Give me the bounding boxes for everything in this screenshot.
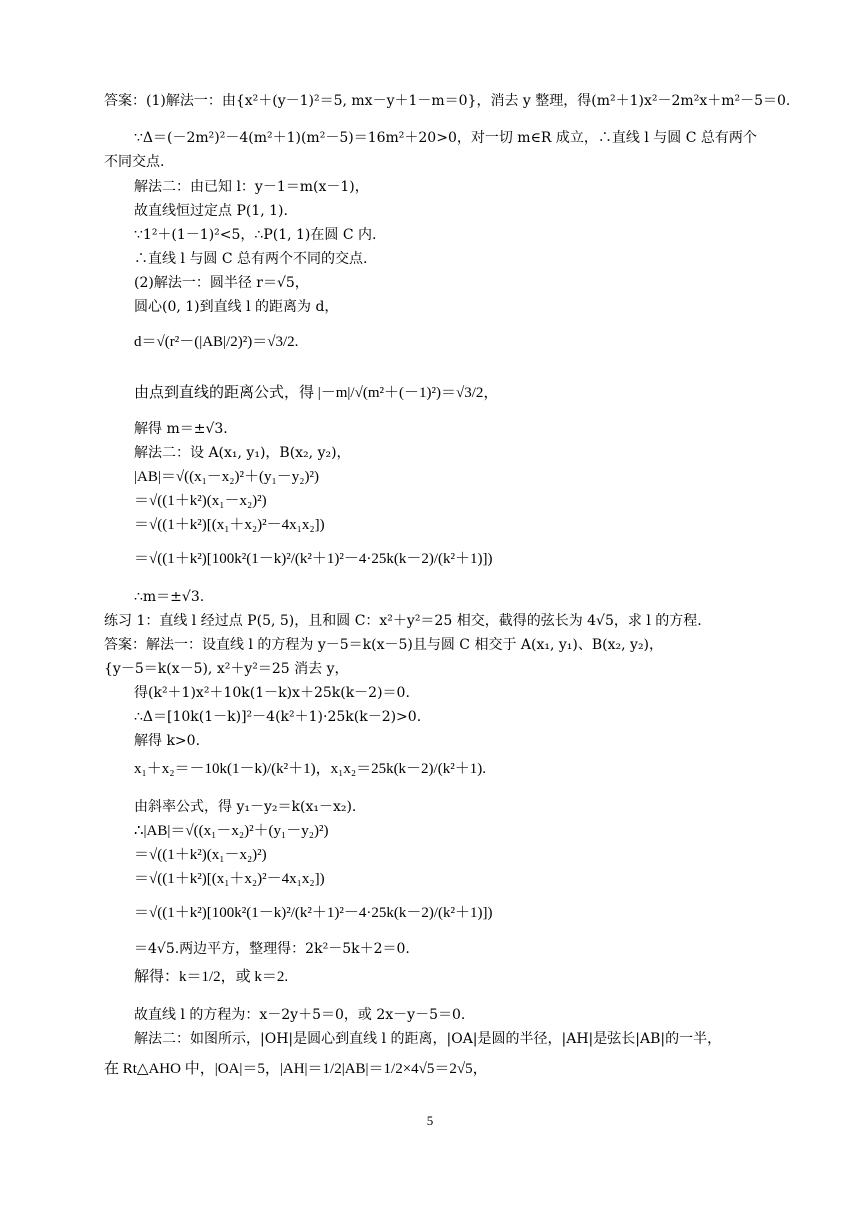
ab-length-1: |AB|＝√((x₁－x₂)²＋(y₁－y₂)²) bbox=[134, 469, 319, 485]
delta-line: ∴Δ＝[10k(1－k)]²－4(k²＋1)·25k(k－2)>0. bbox=[134, 709, 422, 725]
part-2-radius: (2)解法一：圆半径 r＝√5， bbox=[134, 275, 309, 291]
page-number: 5 bbox=[426, 1113, 434, 1128]
method-2-geometry: 解法二：如图所示，|OH|是圆心到直线 l 的距离，|OA|是圆的半径，|AH|是弦长|AB|的一半， bbox=[134, 1031, 722, 1047]
answer-1-delta: ∵Δ＝(－2m²)²－4(m²＋1)(m²－5)＝16m²＋20>0，对一切 m∈R 成立，∴直线 l 与圆 C 总有两个 bbox=[134, 130, 757, 146]
method-2-line: 解法二：由已知 l：y－1＝m(x－1)， bbox=[134, 179, 369, 195]
method-2-setup: 解法二：设 A(x₁, y₁)，B(x₂, y₂)， bbox=[134, 445, 351, 461]
ab-length-4: ＝√((1＋k²)[100k²(1－k)²/(k²＋1)²－4·25k(k－2)/(k²＋1)]) bbox=[134, 551, 493, 567]
system-line: {y－5＝k(x－5), x²＋y²＝25 消去 y， bbox=[104, 661, 349, 677]
quadratic-line: 得(k²＋1)x²＋10k(1－k)x＋25k(k－2)＝0. bbox=[134, 685, 410, 701]
point-inside-line: ∵1²＋(1－1)²<5，∴P(1, 1)在圆 C 内. bbox=[134, 227, 377, 243]
exercise-ab-2: ＝√((1＋k²)(x₁－x₂)²) bbox=[134, 847, 267, 863]
ab-length-3: ＝√((1＋k²)[(x₁＋x₂)²－4x₁x₂]) bbox=[134, 517, 325, 533]
distance-formula: d＝√(r²－(|AB|/2)²)＝√3/2. bbox=[134, 334, 299, 350]
k-positive-line: 解得 k>0. bbox=[134, 733, 201, 749]
conclusion-line: ∴直线 l 与圆 C 总有两个不同的交点. bbox=[134, 251, 368, 267]
square-both-sides-line: ＝4√5.两边平方，整理得：2k²－5k＋2＝0. bbox=[134, 941, 410, 957]
vieta-line: x₁＋x₂＝－10k(1－k)/(k²＋1)，x₁x₂＝25k(k－2)/(k²＋1). bbox=[134, 761, 486, 777]
center-distance-line: 圆心(0, 1)到直线 l 的距离为 d， bbox=[134, 299, 339, 315]
exercise-ab-1: ∴|AB|＝√((x₁－x₂)²＋(y₁－y₂)²) bbox=[134, 823, 329, 839]
answer-1-header: 答案：(1)解法一：由{x²＋(y－1)²＝5, mx－y＋1－m＝0}，消去 y 整理，得(m²＋1)x²－2m²x＋m²－5＝0. bbox=[104, 93, 791, 109]
exercise-ab-4: ＝√((1＋k²)[100k²(1－k)²/(k²＋1)²－4·25k(k－2)/(k²＋1)]) bbox=[134, 905, 493, 921]
line-equation-line: 故直线 l 的方程为：x－2y＋5＝0，或 2x－y－5＝0. bbox=[134, 1007, 466, 1023]
slope-line: 由斜率公式，得 y₁－y₂＝k(x₁－x₂). bbox=[134, 799, 357, 815]
exercise-1-answer: 答案：解法一：设直线 l 的方程为 y－5＝k(x－5)且与圆 C 相交于 A(x₁, y₁)、B(x₂, y₂)， bbox=[104, 637, 664, 653]
answer-1-delta-cont: 不同交点. bbox=[104, 154, 165, 170]
right-triangle-line: 在 Rt△AHO 中，|OA|＝5，|AH|＝1/2|AB|＝1/2×4√5＝2√5， bbox=[104, 1061, 488, 1077]
solve-m-line: 解得 m＝±√3. bbox=[134, 421, 228, 437]
exercise-1-prompt: 练习 1：直线 l 经过点 P(5, 5)，且和圆 C：x²＋y²＝25 相交，截得的弦长为 4√5，求 l 的方程. bbox=[104, 613, 702, 629]
m-result-line: ∴m＝±√3. bbox=[134, 589, 205, 605]
fixed-point-line: 故直线恒过定点 P(1, 1). bbox=[134, 203, 288, 219]
exercise-ab-3: ＝√((1＋k²)[(x₁＋x₂)²－4x₁x₂]) bbox=[134, 871, 325, 887]
point-line-distance: 由点到直线的距离公式，得 |－m|/√(m²＋(－1)²)＝√3/2， bbox=[134, 385, 499, 401]
ab-length-2: ＝√((1＋k²)(x₁－x₂)²) bbox=[134, 493, 267, 509]
k-solution-line: 解得：k＝1/2，或 k＝2. bbox=[134, 969, 289, 985]
